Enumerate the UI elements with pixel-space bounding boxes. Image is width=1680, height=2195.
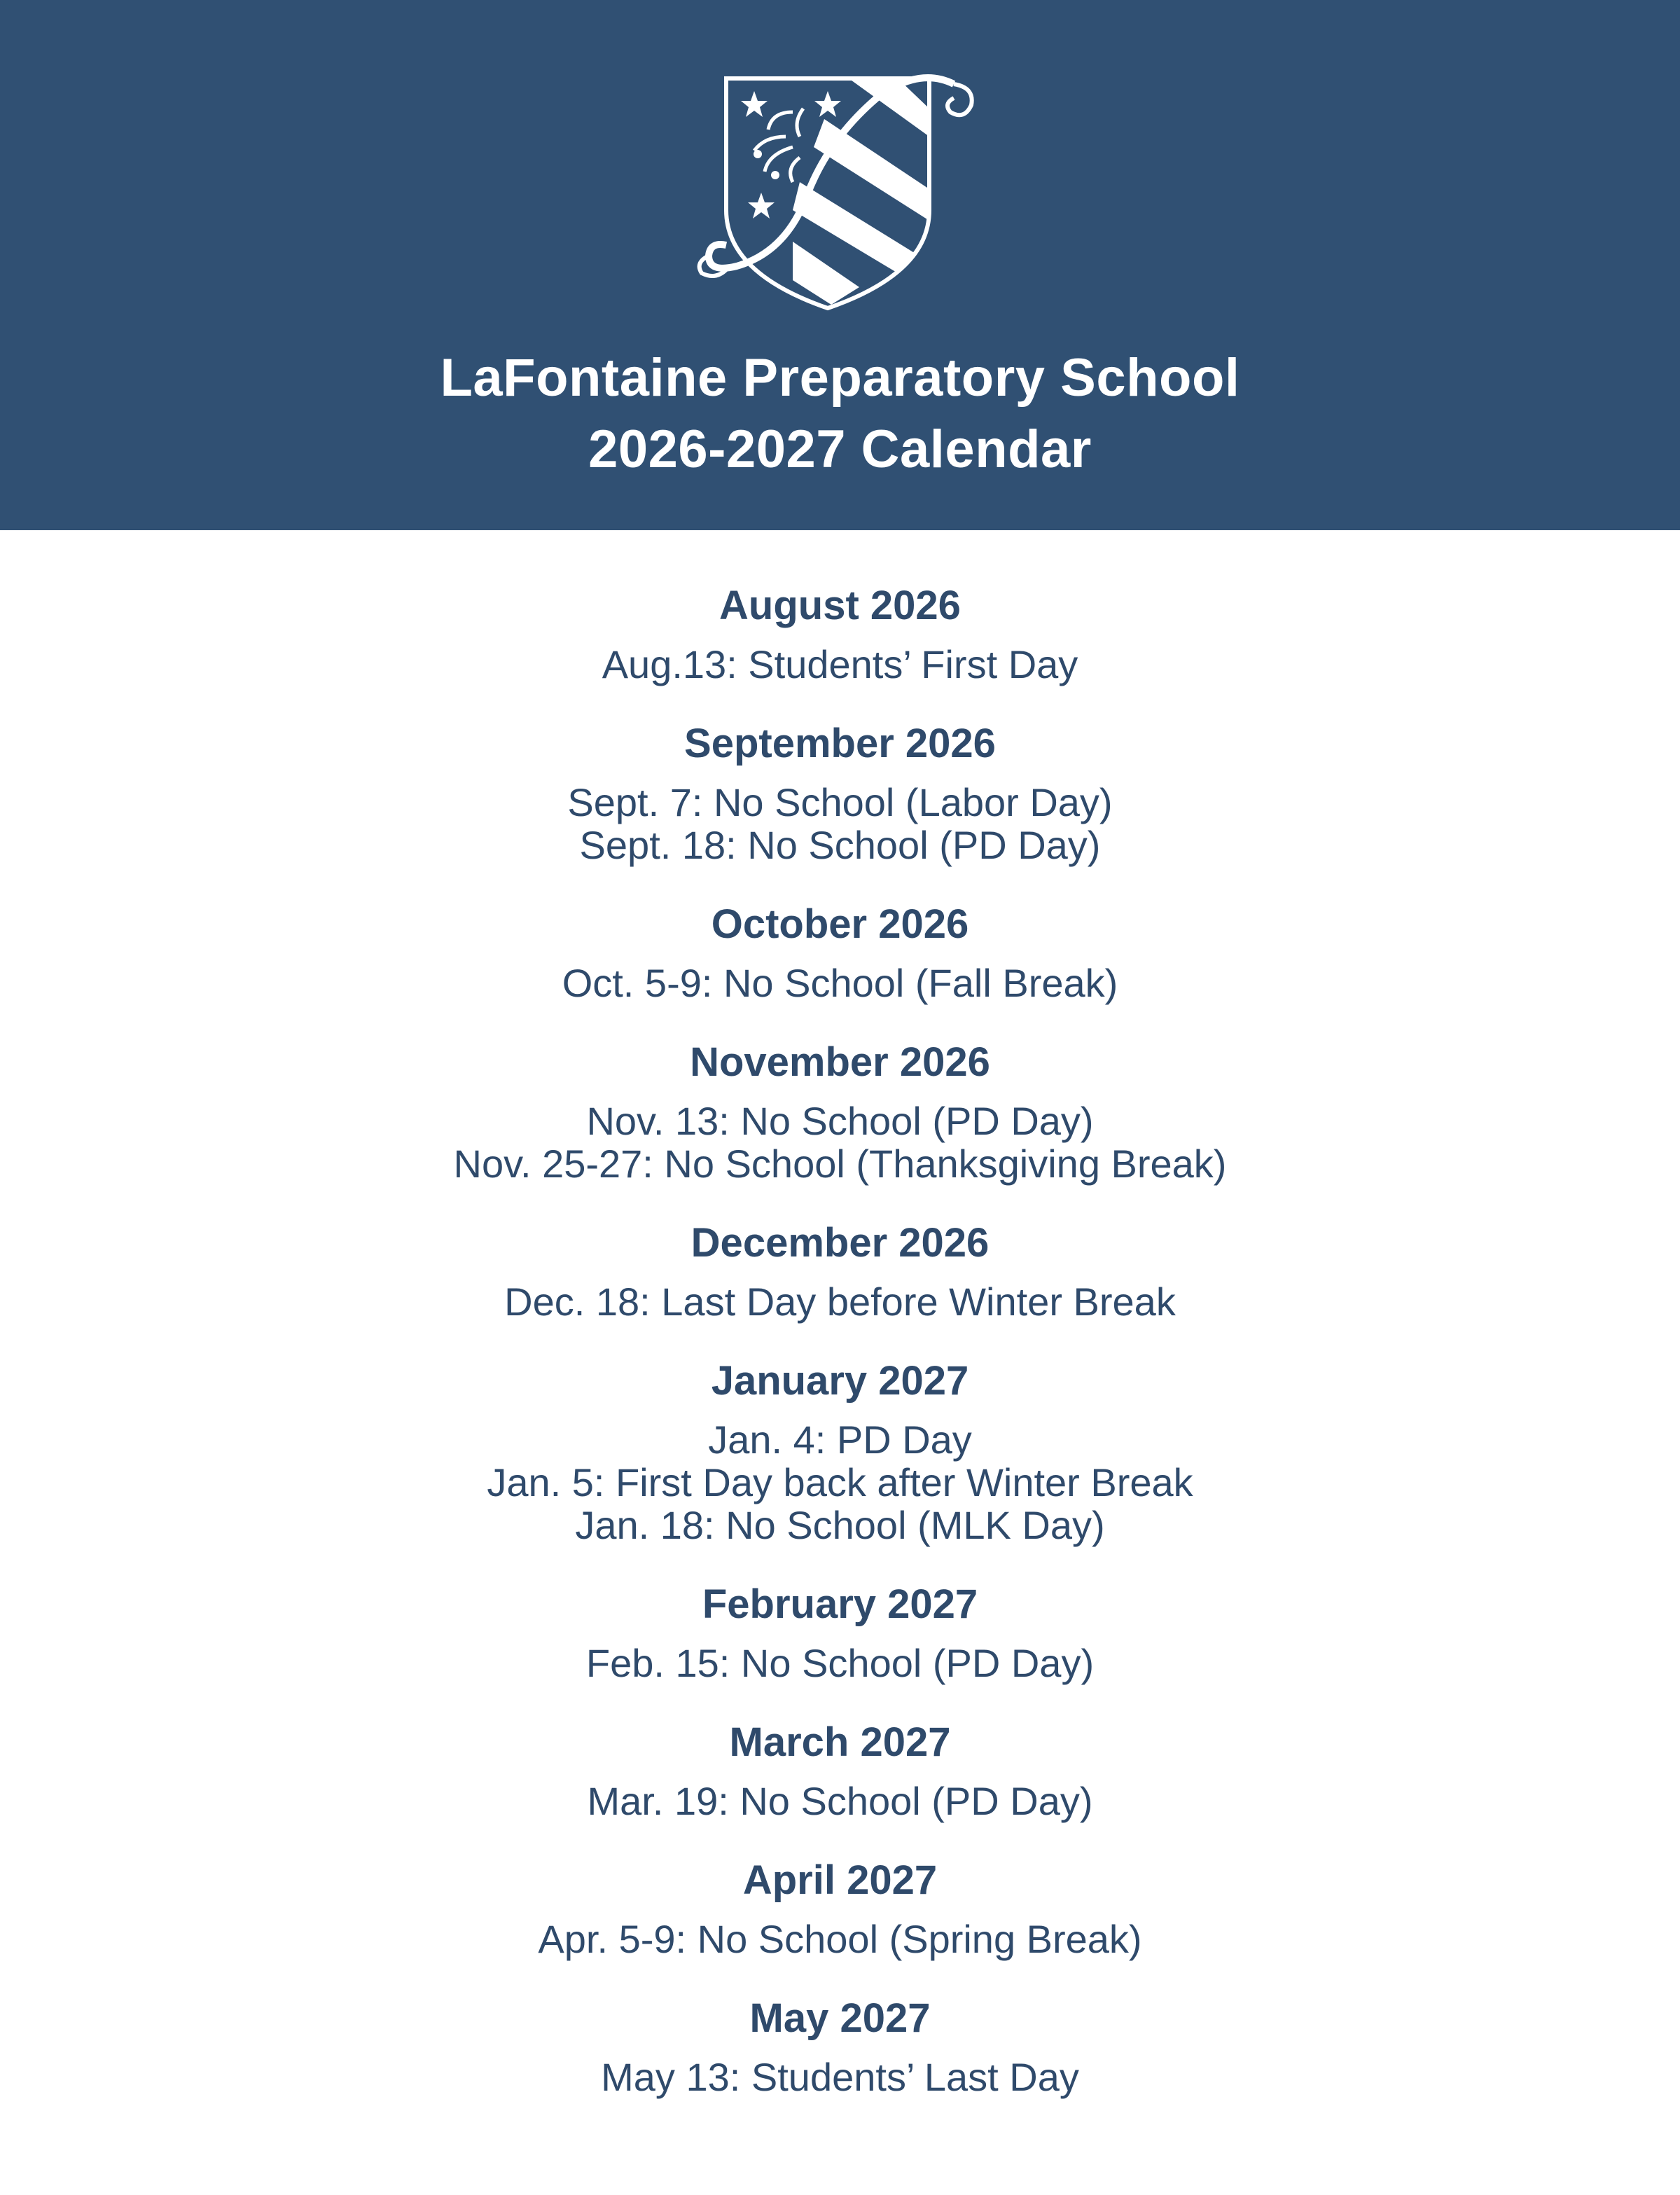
event-list xyxy=(0,1280,1680,1323)
shield-crest-icon xyxy=(688,70,989,312)
month-october-2026 xyxy=(0,900,1680,1004)
header-banner xyxy=(0,0,1680,530)
month-december-2026 xyxy=(0,1219,1680,1323)
month-heading: August 2026 xyxy=(719,583,961,628)
event-item: May 13: Students’ Last Day xyxy=(601,2055,1079,2099)
month-heading: December 2026 xyxy=(690,1220,990,1266)
event-list xyxy=(0,1418,1680,1546)
month-march-2027 xyxy=(0,1718,1680,1822)
event-item: Oct. 5-9: No School (Fall Break) xyxy=(562,961,1118,1005)
month-heading: January 2027 xyxy=(711,1358,969,1404)
calendar-title: 2026-2027 Calendar xyxy=(588,420,1092,479)
month-january-2027 xyxy=(0,1357,1680,1546)
event-list xyxy=(0,1100,1680,1185)
event-item: Jan. 18: No School (MLK Day) xyxy=(575,1503,1105,1547)
month-heading: May 2027 xyxy=(749,1995,931,2041)
event-item: Apr. 5-9: No School (Spring Break) xyxy=(538,1917,1142,1961)
month-heading: March 2027 xyxy=(729,1719,951,1765)
event-list xyxy=(0,1642,1680,1684)
school-name: LaFontaine Preparatory School xyxy=(440,348,1240,408)
event-list xyxy=(0,2056,1680,2098)
event-list xyxy=(0,781,1680,866)
month-may-2027 xyxy=(0,1994,1680,2098)
event-item: Jan. 4: PD Day xyxy=(708,1418,972,1462)
event-item: Sept. 18: No School (PD Day) xyxy=(579,823,1101,867)
month-november-2026 xyxy=(0,1038,1680,1185)
month-heading: February 2027 xyxy=(702,1581,978,1627)
month-september-2026 xyxy=(0,719,1680,866)
event-item: Mar. 19: No School (PD Day) xyxy=(587,1779,1093,1823)
month-heading: November 2026 xyxy=(690,1039,990,1085)
event-item: Sept. 7: No School (Labor Day) xyxy=(567,780,1113,824)
month-april-2027 xyxy=(0,1856,1680,1960)
event-list xyxy=(0,1780,1680,1822)
event-list xyxy=(0,962,1680,1004)
event-item: Jan. 5: First Day back after Winter Break xyxy=(487,1460,1193,1504)
event-item: Feb. 15: No School (PD Day) xyxy=(585,1641,1095,1685)
month-heading: October 2026 xyxy=(711,901,969,947)
month-february-2027 xyxy=(0,1580,1680,1684)
event-list xyxy=(0,1918,1680,1960)
month-august-2026 xyxy=(0,581,1680,686)
calendar-list xyxy=(0,581,1680,2132)
event-item: Nov. 25-27: No School (Thanksgiving Break) xyxy=(453,1142,1227,1186)
event-item: Aug.13: Students’ First Day xyxy=(602,642,1078,686)
month-heading: September 2026 xyxy=(684,721,996,766)
event-item: Dec. 18: Last Day before Winter Break xyxy=(504,1280,1176,1324)
month-heading: April 2027 xyxy=(742,1857,938,1903)
event-list xyxy=(0,643,1680,686)
event-item: Nov. 13: No School (PD Day) xyxy=(586,1099,1094,1143)
